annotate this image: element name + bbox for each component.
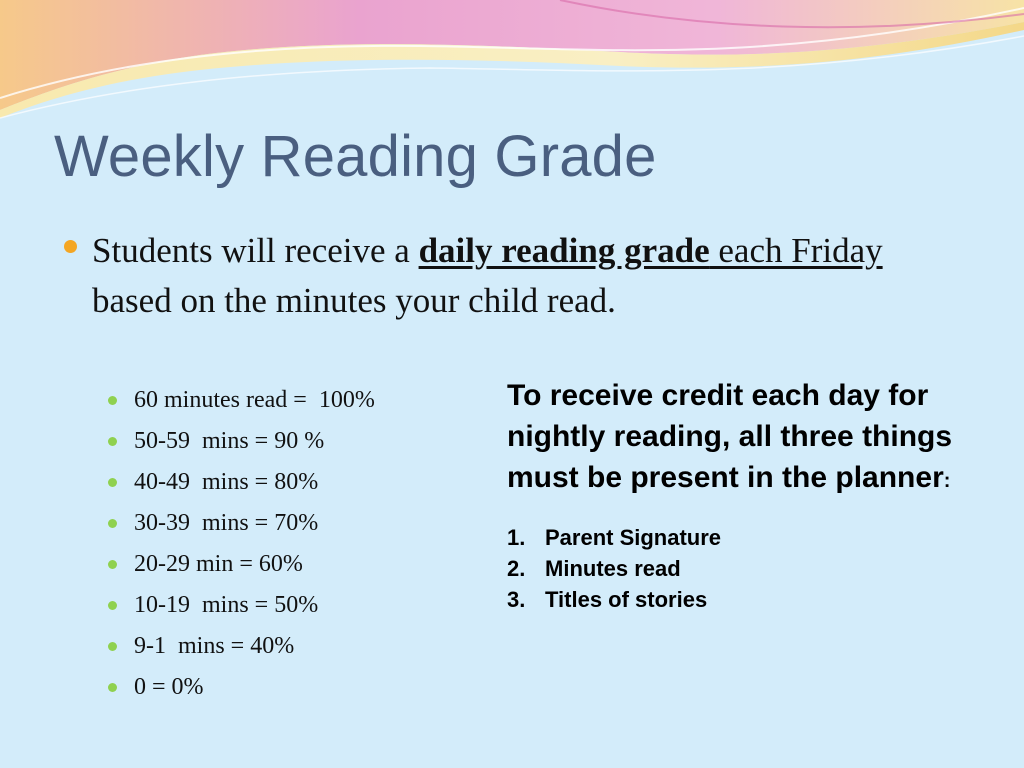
grade-rule: 10-19 mins = 50% xyxy=(134,592,319,618)
bullet-icon xyxy=(108,519,117,528)
bullet-icon xyxy=(108,396,117,405)
grade-rule: 20-29 min = 60% xyxy=(134,551,303,577)
credit-requirements-note xyxy=(507,375,987,615)
list-item xyxy=(104,463,375,504)
grading-scale-list xyxy=(104,381,375,709)
bullet-icon xyxy=(108,683,117,692)
list-item xyxy=(507,553,987,584)
item-number: 1. xyxy=(507,525,526,550)
list-item xyxy=(507,522,987,553)
note-heading-text: To receive credit each day for nightly reading, all three things must be present in the planner xyxy=(507,379,953,494)
bullet-icon xyxy=(64,240,77,253)
list-item xyxy=(104,627,375,668)
grade-rule: 50-59 mins = 90 % xyxy=(134,428,325,454)
list-item xyxy=(104,422,375,463)
requirements-list xyxy=(507,522,987,615)
list-item xyxy=(104,381,375,422)
bullet-icon xyxy=(108,642,117,651)
bullet-icon xyxy=(108,437,117,446)
item-number: 3. xyxy=(507,587,526,612)
decorative-wave-banner xyxy=(0,0,1024,130)
grade-rule: 40-49 mins = 80% xyxy=(134,469,319,495)
grade-rule: 60 minutes read = 100% xyxy=(134,387,375,413)
list-item xyxy=(507,584,987,615)
bullet-icon xyxy=(108,560,117,569)
bullet-icon xyxy=(108,601,117,610)
grade-rule: 30-39 mins = 70% xyxy=(134,510,319,536)
list-item xyxy=(104,545,375,586)
bullet-icon xyxy=(108,478,117,487)
grade-rule: 0 = 0% xyxy=(134,674,204,700)
item-number: 2. xyxy=(507,556,526,581)
intro-emphasis: daily reading grade xyxy=(418,231,710,270)
intro-text xyxy=(60,226,960,326)
intro-after: based on the minutes your child read. xyxy=(92,281,616,320)
requirement-text: Minutes read xyxy=(545,556,681,581)
slide-title: Weekly Reading Grade xyxy=(54,124,657,189)
intro-before: Students will receive a xyxy=(92,231,419,270)
intro-bullet xyxy=(60,226,960,326)
grade-rule: 9-1 mins = 40% xyxy=(134,633,295,659)
note-heading-colon: : xyxy=(943,470,951,492)
intro-underlined-tail: each Friday xyxy=(709,231,883,270)
requirement-text: Parent Signature xyxy=(545,525,722,550)
note-heading xyxy=(507,375,987,502)
requirement-text: Titles of stories xyxy=(545,587,708,612)
list-item xyxy=(104,586,375,627)
list-item xyxy=(104,668,375,709)
list-item xyxy=(104,504,375,545)
